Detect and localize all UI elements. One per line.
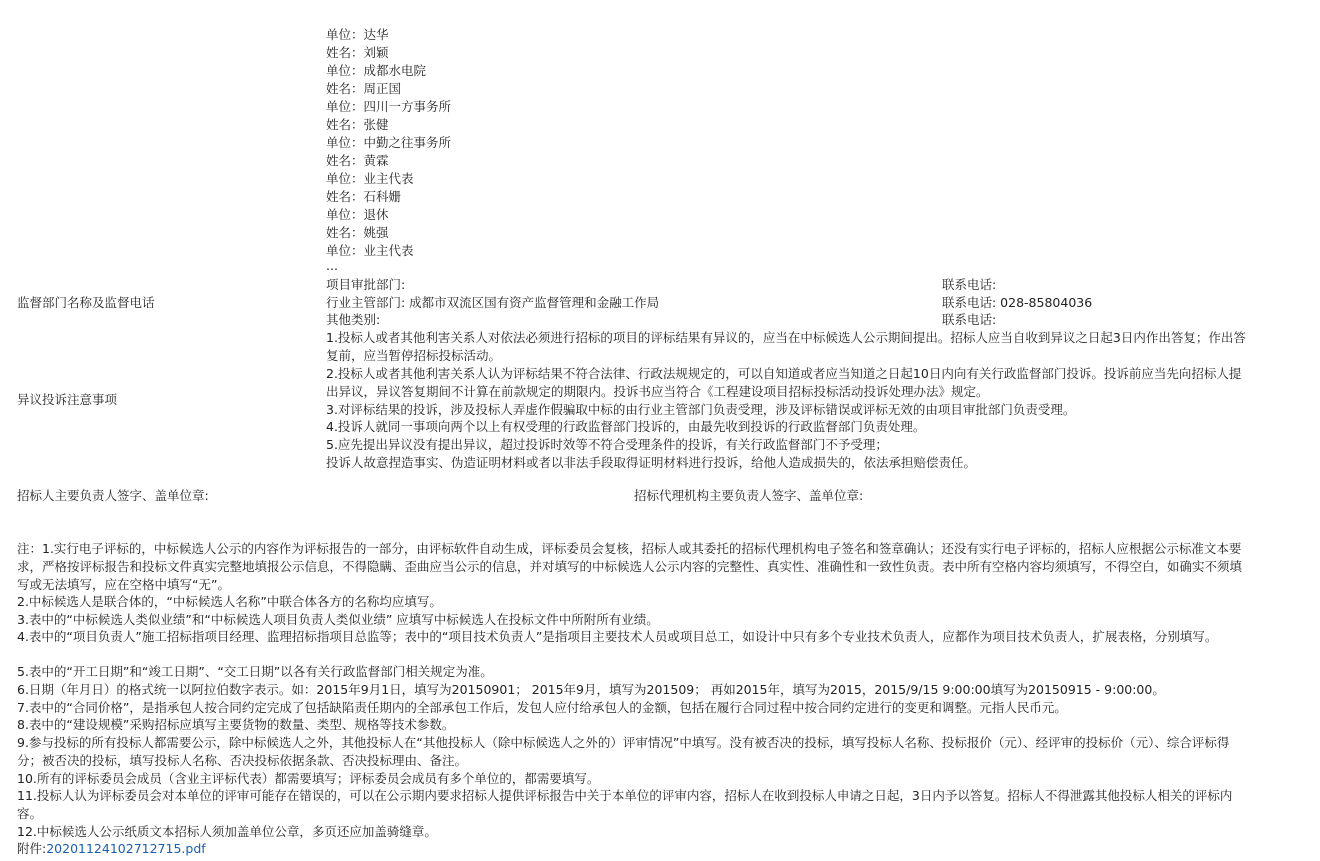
committee-line: 单位：成都水电院	[326, 63, 427, 78]
committee-line: 姓名：刘颖	[326, 45, 389, 60]
note-item: 12.中标候选人公示纸质文本招标人须加盖单位公章，多页还应加盖骑缝章。	[17, 824, 437, 839]
supervision-phone: 联系电话:	[942, 312, 997, 327]
committee-ellipsis: ...	[326, 258, 338, 273]
note-item: 4.表中的“项目负责人”施工招标指项目经理、监理招标指项目总监等；表中的“项目技术负责人”是指项目主要技术人员或项目总工，如设计中只有多个专业技术负责人，应都作为项目技术负责人，扩展表格，分别填写。	[17, 629, 1218, 644]
supervision-dept: 其他类别:	[326, 312, 381, 327]
attachment-label: 附件:	[17, 841, 47, 856]
note-item: 注：1.实行电子评标的，中标候选人公示的内容作为评标报告的一部分，由评标软件自动生成，评标委员会复核，招标人或其委托的招标代理机构电子签名和签章确认；还没有实行电子评标的，招标人应根据公示标准文本要求，严格按评标报告和投标文件真实完整地填报公示信息，不得隐瞒、歪曲应当公示的信息，并对填写的中标候选人公示内容的完整性、真实性、准确性和一致性负责。表中所有空格内容均须填写，不得空白，如确实不须填写或无法填写，应在空格中填写“无”。	[17, 541, 1243, 592]
note-item: 11.投标人认为评标委员会对本单位的评审可能存在错误的，可以在公示期内要求招标人提供评标报告中关于本单位的评审内容，招标人在收到投标人申请之日起，3日内予以答复。招标人不得泄露其他投标人相关的评标内容。	[17, 788, 1233, 821]
complaint-item: 投诉人故意捏造事实、伪造证明材料或者以非法手段取得证明材料进行投诉，给他人造成损失的，依法承担赔偿责任。	[326, 455, 977, 470]
note-item: 2.中标候选人是联合体的，“中标候选人名称”中联合体各方的名称均应填写。	[17, 594, 442, 609]
committee-line: 姓名：周正国	[326, 81, 402, 96]
complaint-item: 4.投诉人就同一事项向两个以上有权受理的行政监督部门投诉的，由最先收到投诉的行政监督部门负责处理。	[326, 419, 926, 434]
committee-line: 单位：四川一方事务所	[326, 99, 452, 114]
committee-line: 姓名：黄霖	[326, 153, 389, 168]
committee-line: 单位：达华	[326, 27, 389, 42]
supervision-dept: 行业主管部门: 成都市双流区国有资产监督管理和金融工作局	[326, 295, 660, 310]
complaint-item: 1.投标人或者其他利害关系人对依法必须进行招标的项目的评标结果有异议的，应当在中标候选人公示期间提出。招标人应当自收到异议之日起3日内作出答复；作出答复前，应当暂停招标投标活动。	[326, 330, 1246, 363]
supervision-label: 监督部门名称及监督电话	[17, 295, 155, 310]
note-item: 7.表中的“合同价格”，是指承包人按合同约定完成了包括缺陷责任期内的全部承包工作后，发包人应付给承包人的金额，包括在履行合同过程中按合同约定进行的变更和调整。元指人民币元。	[17, 700, 1067, 715]
committee-line: 姓名：石科姗	[326, 189, 402, 204]
committee-line: 单位：业主代表	[326, 243, 414, 258]
agency-signature-label: 招标代理机构主要负责人签字、盖单位章:	[634, 488, 864, 503]
committee-line: 单位：中勤之往事务所	[326, 135, 452, 150]
complaint-item: 3.对评标结果的投诉，涉及投标人弄虚作假骗取中标的由行业主管部门负责受理，涉及评标错误或评标无效的由项目审批部门负责受理。	[326, 402, 1076, 417]
supervision-dept: 项目审批部门:	[326, 277, 406, 292]
committee-line: 单位：退休	[326, 207, 389, 222]
note-item: 5.表中的“开工日期”和“竣工日期”、“交工日期”以各有关行政监督部门相关规定为准。	[17, 664, 493, 679]
note-item: 6.日期（年月日）的格式统一以阿拉伯数字表示。如：2015年9月1日，填写为20150901； 2015年9月，填写为201509； 再如2015年，填写为2015，2015/9/15 9:00:00填写为20150915 - 9:00:00。	[17, 682, 1165, 697]
attachment-row	[17, 840, 206, 858]
committee-line: 姓名：姚强	[326, 225, 389, 240]
complaint-item: 2.投标人或者其他利害关系人认为评标结果不符合法律、行政法规规定的，可以自知道或者应当知道之日起10日内向有关行政监督部门投诉。投诉前应当先向招标人提出异议，异议答复期间不计算在前款规定的期限内。投诉书应当符合《工程建设项目招标投标活动投诉处理办法》规定。	[326, 366, 1242, 399]
tenderee-signature-label: 招标人主要负责人签字、盖单位章:	[17, 488, 209, 503]
note-item: 3.表中的“中标候选人类似业绩”和“中标候选人项目负责人类似业绩” 应填写中标候选人在投标文件中所附所有业绩。	[17, 612, 659, 627]
committee-line: 单位：业主代表	[326, 171, 414, 186]
committee-line: 姓名：张健	[326, 117, 389, 132]
attachment-link[interactable]: 20201124102712715.pdf	[46, 841, 206, 856]
note-item: 9.参与投标的所有投标人都需要公示，除中标候选人之外，其他投标人在“其他投标人（除中标候选人之外的）评审情况”中填写。没有被否决的投标，填写投标人名称、投标报价（元）、经评审的投标价（元）、综合评标得分；被否决的投标，填写投标人名称、否决投标依据条款、否决投标理由、备注。	[17, 735, 1230, 768]
complaint-label: 异议投诉注意事项	[17, 392, 118, 407]
supervision-phone: 联系电话:	[942, 277, 997, 292]
note-item: 10.所有的评标委员会成员（含业主评标代表）都需要填写；评标委员会成员有多个单位的，都需要填写。	[17, 771, 600, 786]
note-item: 8.表中的“建设规模”采购招标应填写主要货物的数量、类型、规格等技术参数。	[17, 717, 455, 732]
complaint-item: 5.应先提出异议没有提出异议，超过投诉时效等不符合受理条件的投诉，有关行政监督部门不予受理；	[326, 437, 888, 452]
supervision-phone: 联系电话: 028-85804036	[942, 295, 1093, 310]
